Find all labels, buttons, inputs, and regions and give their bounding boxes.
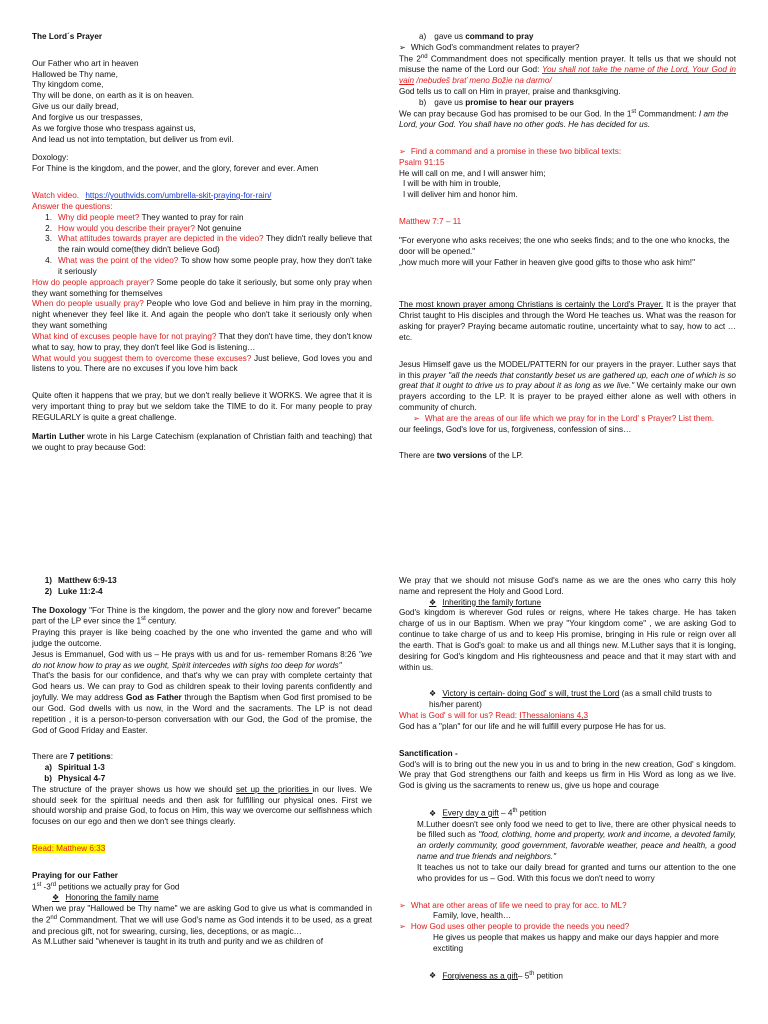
coached-paragraph: Praying this prayer is like being coached by the one who invented the game and who will judge the outcome. bbox=[32, 628, 372, 648]
areas-answer: our feelings, God's love for us, forgiveness, confession of sins… bbox=[399, 424, 632, 434]
doxology-text: For Thine is the kingdom, and the power, and the glory, forever and ever. Amen bbox=[32, 164, 319, 174]
immanuel-paragraph: Jesus is Emmanuel, God with us – He prays with us and for us- remember Romans 8:26 "we do not know how to pray as we ought, Spirit intercedes with sighs too deep for words" bbox=[32, 649, 372, 670]
plan-text: God has a "plan" for our life and he will fulfill every purpose He has for us. bbox=[399, 721, 667, 731]
prayer-text bbox=[32, 59, 372, 146]
paragraph-luther: Martin Luther wrote in his Large Catechism (explanation of Christian faith and teaching) that we ought to pray because God: bbox=[32, 431, 372, 452]
video-link[interactable]: https://youthvids.com/umbrella-skit-praying-for-rain/ bbox=[85, 191, 272, 201]
misuse-paragraph: We pray that we should not misuse God's name as we are the ones who carry this holy name and represent the Holy and Good Lord. bbox=[399, 576, 736, 596]
prayer-line: And lead us not into temptation, but deliver us from evil. bbox=[32, 134, 234, 144]
question-item: 1. Why did people meet? They wanted to pray for rain bbox=[45, 212, 244, 222]
doxology-label: Doxology: bbox=[32, 153, 69, 163]
promise-text: We can pray because God has promised to be our God. In the 1st Commandment: I am the Lord, your God. You shall have no other gods. He has decided for us. bbox=[399, 108, 729, 130]
watch-label: Watch video. bbox=[32, 191, 80, 201]
inheriting-family-fortune: ❖ Inheriting the family fortune bbox=[399, 598, 736, 609]
psalm-line: I will be with him in trouble, bbox=[403, 179, 501, 189]
sanctification-label: Sanctification - bbox=[399, 748, 458, 758]
prayer-line: Thy kingdom come, bbox=[32, 80, 104, 90]
answer-label: Answer the questions: bbox=[32, 201, 113, 211]
psalm-line: I will deliver him and honor him. bbox=[403, 190, 518, 200]
prayer-line: Our Father who art in heaven bbox=[32, 58, 139, 68]
question-item: 3. What attitudes towards prayer are depicted in the video? They didn't really believe that the rain would come(they didn't believe God) bbox=[45, 234, 372, 255]
praying-for-father: Praying for our Father bbox=[32, 870, 118, 880]
bottom-right-column bbox=[399, 576, 736, 982]
other-areas-answer: Family, love, health… bbox=[433, 911, 512, 921]
every-day-gift: ❖ Every day a gift – 4th petition bbox=[399, 808, 736, 820]
item-command: a) gave us command to pray bbox=[419, 32, 534, 41]
teaches-paragraph: It teaches us not to take our daily bread for granted and turns our attention to the one who provides for us – God. With this focus we don't need to worry bbox=[417, 862, 736, 883]
question-5: How do people approach prayer? Some people do take it seriously, but some only pray when they want something for themselves bbox=[32, 277, 372, 298]
victory-item: ❖ Victory is certain- doing God' s will, trust the Lord (as a small child trusts to his/her parent) bbox=[399, 689, 736, 711]
petition-group: a) Spiritual 1-3 bbox=[44, 763, 105, 773]
other-areas-question: ➢ What are other areas of life we need to pray for acc. to ML? bbox=[399, 901, 736, 912]
item-promise: b) gave us promise to hear our prayers bbox=[419, 97, 574, 107]
two-versions: There are two versions of the LP. bbox=[399, 451, 524, 461]
doxology-paragraph: The Doxology "For Thine is the kingdom, the power and the glory now and forever" became part of the LP ever since the 1st century. bbox=[32, 605, 372, 627]
read-matthew: Read: Matthew 6:33 bbox=[32, 844, 106, 854]
matthew-text: "For everyone who asks receives; the one who seeks finds; and to the one who knocks, the door will be opened." bbox=[399, 235, 730, 256]
forgiveness-gift: ❖ Forgiveness as a gift– 5th petition bbox=[399, 971, 736, 983]
gods-will-question: What is God' s will for us? Read: IThessalonians 4,3 bbox=[399, 711, 589, 721]
prayer-line: Hallowed be Thy name, bbox=[32, 69, 118, 79]
sanctification-text: God's will is to bring out the new you in us and to bring in the new creation, God' s kingdom. We pray that God strengthens our faith and keeps us firm in His Word as long as we live. God is giving us the sacraments to renew us, give us hope and courage bbox=[399, 759, 736, 791]
question-item: 2. How would you describe their prayer? Not genuine bbox=[45, 223, 242, 233]
bottom-left-column bbox=[32, 576, 372, 948]
question-6: When do people usually pray? People who love God and believe in him pray in the morning, night whenever they feel like it. And again the people who don't take it seriously only when they want something bbox=[32, 299, 372, 331]
most-known-prayer: The most known prayer among Christians is certainly the Lord's Prayer. It is the prayer that Christ taught to His disciples and through the Word He teaches us. What was the reason for asking for prayer? Praying became automatic routine, uncertainty what to say, how to act …etc. bbox=[399, 300, 736, 342]
prayer-line: Thy will be done, on earth as it is on heaven. bbox=[32, 91, 195, 101]
version-item: 2) Luke 11:2-4 bbox=[44, 586, 103, 596]
petitions-count: There are 7 petitions: bbox=[32, 752, 114, 762]
luther-cut-line: As M.Luther said "whenever is taught in its truth and purity and we as children of bbox=[32, 937, 323, 947]
daily-needs: M.Luther doesn't see only food we need to get to live, there are other physical needs to be filled such as "food, clothing, home and property, work and income, a devoted family, an orderly community, good government, favorable weather, peace and health, a good name and true friends and neighbors." bbox=[417, 819, 736, 862]
hallowed-paragraph: When we pray "Hallowed be Thy name" we are asking God to give us what is commanded in the 2nd Commandment. That we will use God's name as God intends it to be used, as a great and precious gift, not for swearing, cursing, lies, deceptions, or as magic… bbox=[32, 904, 372, 936]
petition-group: b) Physical 4-7 bbox=[44, 773, 106, 783]
psalm-ref: Psalm 91:15 bbox=[399, 157, 445, 167]
top-left-column bbox=[32, 32, 372, 461]
which-commandment: ➢ Which God's commandment relates to prayer? bbox=[399, 43, 736, 54]
question-item: 4. What was the point of the video? To show how some people pray, how they don't take it seriously bbox=[45, 256, 372, 276]
prayer-line: As we forgive those who trespass against us, bbox=[32, 123, 196, 133]
version-item: 1) Matthew 6:9-13 bbox=[44, 576, 117, 585]
find-question: ➢ Find a command and a promise in these two biblical texts: bbox=[399, 147, 736, 158]
uses-question: ➢ How God uses other people to provide the needs you need? bbox=[399, 922, 736, 933]
page-title: The Lord´s Prayer bbox=[32, 32, 103, 41]
tells-us: God tells us to call on Him in prayer, praise and thanksgiving. bbox=[399, 86, 621, 96]
paragraph-regular-prayer: Quite often it happens that we pray, but we don't really believe it WORKS. We agree that it is very important thing to pray but we seldom take the TIME to do it. For many people to pray REGULARLY is quite a great challenge. bbox=[32, 391, 372, 422]
first-petitions: 1st -3rd petitions we actually pray for God bbox=[32, 881, 180, 892]
areas-question: ➢ What are the areas of our life which we pray for in the Lord' s Prayer? List them. bbox=[399, 414, 736, 425]
page-bottom bbox=[0, 566, 768, 1024]
question-7: What kind of excuses people have for not praying? That they don't have time, they don't know what to say, how to pray, they don't feel like God is listening… bbox=[32, 331, 372, 352]
watch-video bbox=[32, 191, 372, 202]
top-right-column bbox=[399, 32, 736, 470]
kingdom-paragraph: God's kingdom is wherever God rules or reigns, where He takes charge. He has taken charge of us in our Baptism. When we pray "Your kingdom come" , we are asking God to continue to take charge of us and to keep His promise, bringing in His rule or reign over all the earth. That is God's goal: to make us and all things new. M.Luther says that it is longing, desiring for God's kingdom and His righteousness and peace and that it may start with and within us. bbox=[399, 608, 736, 672]
basis-paragraph: That's the basis for our confidence, and that's why we can pray with complete certainty that God hears us. We can pray to God as children speak to their loving parents confidently and joyfully. We may address God as Father through the Baptism when God first promised to be our God. God dwells with us now, in the Word and the sacraments. The LP is not dead repetition , it is a person-to-person conversation with our God, the God of the promise, the God of Good Friday and Easter. bbox=[32, 671, 372, 735]
uses-answer: He gives us people that makes us happy and make our days happier and more exctiting bbox=[433, 933, 719, 953]
structure-paragraph: The structure of the prayer shows us how we should set up the priorities in our lives. We should seek for the spiritual needs and then ask for fulfilling our physical ones. First we should worship and praise God, to focus on Him, this way we overcome our selfishness which focuses on our ego and then we don't see things clearly. bbox=[32, 784, 372, 827]
psalm-line: He will call on me, and I will answer him; bbox=[399, 168, 546, 178]
honoring-family-name: ❖ Honoring the family name bbox=[32, 893, 372, 904]
question-8: What would you suggest them to overcome these excuses? Just believe, God loves you and listens to you. There are no excuses if you love him back bbox=[32, 353, 372, 374]
prayer-line: And forgive us our trespasses, bbox=[32, 112, 143, 122]
second-commandment: The 2nd Commandment does not specifically mention prayer. It tells us that we should not misuse the name of the Lord our God: You shall not take the name of the Lord, Your God in vain /nebudeš brať meno Božie na darmo/ bbox=[399, 53, 736, 86]
matthew-text-2: „how much more will your Father in heaven give good gifts to those who ask him!" bbox=[399, 257, 695, 267]
prayer-line: Give us our daily bread, bbox=[32, 102, 119, 112]
model-pattern: Jesus Himself gave us the MODEL/PATTERN for our prayers in the prayer. Luther says that in this prayer "all the needs that constantly beset us are gathered up, each one of which is so great that it ought to drive us to pray about it as long as we live." We certainly make our own prayers according to the LP. It is prayer to be prayed either alone as well with others in community of church. bbox=[399, 359, 736, 412]
matthew-ref: Matthew 7:7 – 11 bbox=[399, 217, 462, 227]
